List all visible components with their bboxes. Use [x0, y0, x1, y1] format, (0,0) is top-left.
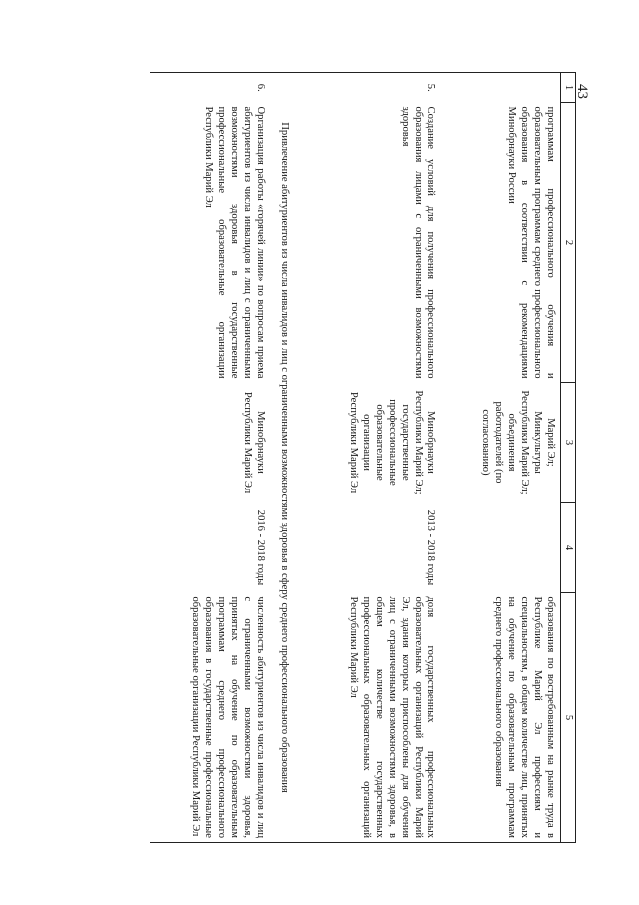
row-responsible: Марий Эл; Минкультуры Республики Марий Эл; объединения работодателей (по согласованию)	[480, 390, 556, 495]
header-col-5: 5	[561, 593, 576, 843]
table-row	[301, 73, 441, 843]
row-event: Создание условий для получения профессионального образования лицами с ограниченными возможностями здоровья	[399, 106, 437, 379]
row-indicator: доля государственных профессиональных образовательных организаций Республики Марий Эл, здания которых приспособлены для обучения лиц с ограниченными возможностями здоровья, в общем количестве государственных профессиональных образовательных организаций Республики Марий Эл	[301, 593, 441, 843]
row-responsible: Минобрнауки Республики Марий Эл	[241, 391, 266, 494]
header-col-1: 1	[561, 73, 576, 103]
rotated-table-sheet	[126, 72, 576, 842]
header-col-4: 4	[561, 503, 576, 593]
row-number: 6.	[150, 73, 270, 103]
header-col-2: 2	[561, 103, 576, 383]
table-header-row	[561, 73, 576, 843]
table-row	[441, 73, 561, 843]
page-number: 43	[574, 84, 590, 99]
row-number	[441, 73, 561, 103]
header-col-3: 3	[561, 383, 576, 503]
row-responsible: Минобрнауки Республики Марий Эл; государственные профессиональные образовательные организации Республики Марий Эл	[347, 390, 437, 495]
section-heading-row	[270, 73, 301, 843]
row-indicator: образования по востребованным на рынке труда в Республике Марий Эл профессиям и специальностям, в общем количестве лиц, принятых на обучение по образовательным программам среднего профессионального образования	[441, 593, 561, 843]
table-row	[150, 73, 270, 843]
row-indicator: численность абитуриентов из числа инвалидов и лиц с ограниченными возможностями здоровья, принятых на обучение по образовательным программам среднего профессионального образования в государственные профессиональные образовательные организации Республики Марий Эл	[150, 593, 270, 843]
plan-table	[150, 72, 576, 843]
row-period	[441, 503, 561, 593]
row-number: 5.	[301, 73, 441, 103]
row-period: 2013 - 2018 годы	[425, 509, 437, 586]
section-heading: Привлечение абитуриентов из числа инвалидов и лиц с ограниченными возможностями здоровья в сферу среднего профессионального образования	[270, 73, 301, 843]
row-event: Организация работы «горячей линии» по вопросам приема абитуриентов из числа инвалидов и лиц с ограниченными возможностями здоровья в государственные профессиональные образовательные организации Республики Марий Эл	[202, 106, 266, 379]
row-event: программам профессионального обучения и образовательным программам среднего профессионального образования в соответствии с рекомендациями Минобрнауки России	[506, 106, 556, 379]
row-period: 2016 - 2018 годы	[254, 509, 266, 586]
